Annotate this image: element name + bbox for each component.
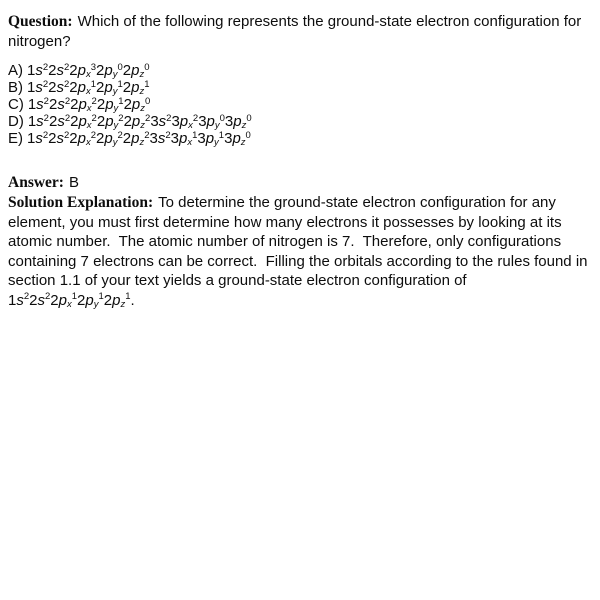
solution-text: To determine the ground-state electron configuration for any element, you must first determine how many electrons it possesses by looking at its atomic number. The atomic number of nitrogen is 7. Therefore, only configurations containing 7 electrons can be correct. Filling the orbitals according to the rules found in section 1.1 of your text yields a ground-state electron configuration of <box>8 194 592 289</box>
question-text: Which of the following represents the ground-state electron configuration for nitrogen? <box>8 13 582 50</box>
solution-formula-period: . <box>130 291 135 309</box>
option-row <box>8 62 600 79</box>
option-key: B) <box>8 79 23 96</box>
options-list <box>8 62 600 147</box>
option-key: E) <box>8 130 23 147</box>
answer-label: Answer: <box>8 174 64 191</box>
option-formula: $1s^22s^22p_x^22p_y^22p_z^23s^23p_x^23p_y^03p_z^0$ <box>27 112 252 131</box>
option-formula: $1s^22s^22p_x^12p_y^12p_z^1$ <box>27 78 150 97</box>
option-row <box>8 96 600 113</box>
option-row <box>8 113 600 130</box>
option-key: A) <box>8 62 23 79</box>
question-paragraph <box>8 12 588 52</box>
question-label: Question: <box>8 13 73 30</box>
option-key: D) <box>8 113 24 130</box>
option-row <box>8 79 600 96</box>
option-key: C) <box>8 96 24 113</box>
option-row <box>8 130 600 147</box>
option-formula: $1s^22s^22p_x^22p_y^12p_z^0$ <box>27 95 151 114</box>
answer-value: B <box>68 174 79 191</box>
solution-label: Solution Explanation: <box>8 194 154 211</box>
answer-solution-block <box>8 172 600 310</box>
answer-line <box>8 172 600 193</box>
solution-paragraph <box>8 193 596 310</box>
option-formula: $1s^22s^22p_x^22p_y^22p_z^23s^23p_x^13p_y^13p_z^0$ <box>27 129 251 148</box>
option-formula: $1s^22s^22p_x^32p_y^02p_z^0$ <box>27 61 150 80</box>
solution-formula: $1s^22s^22p_x^12p_y^12p_z^1$ <box>8 291 131 310</box>
